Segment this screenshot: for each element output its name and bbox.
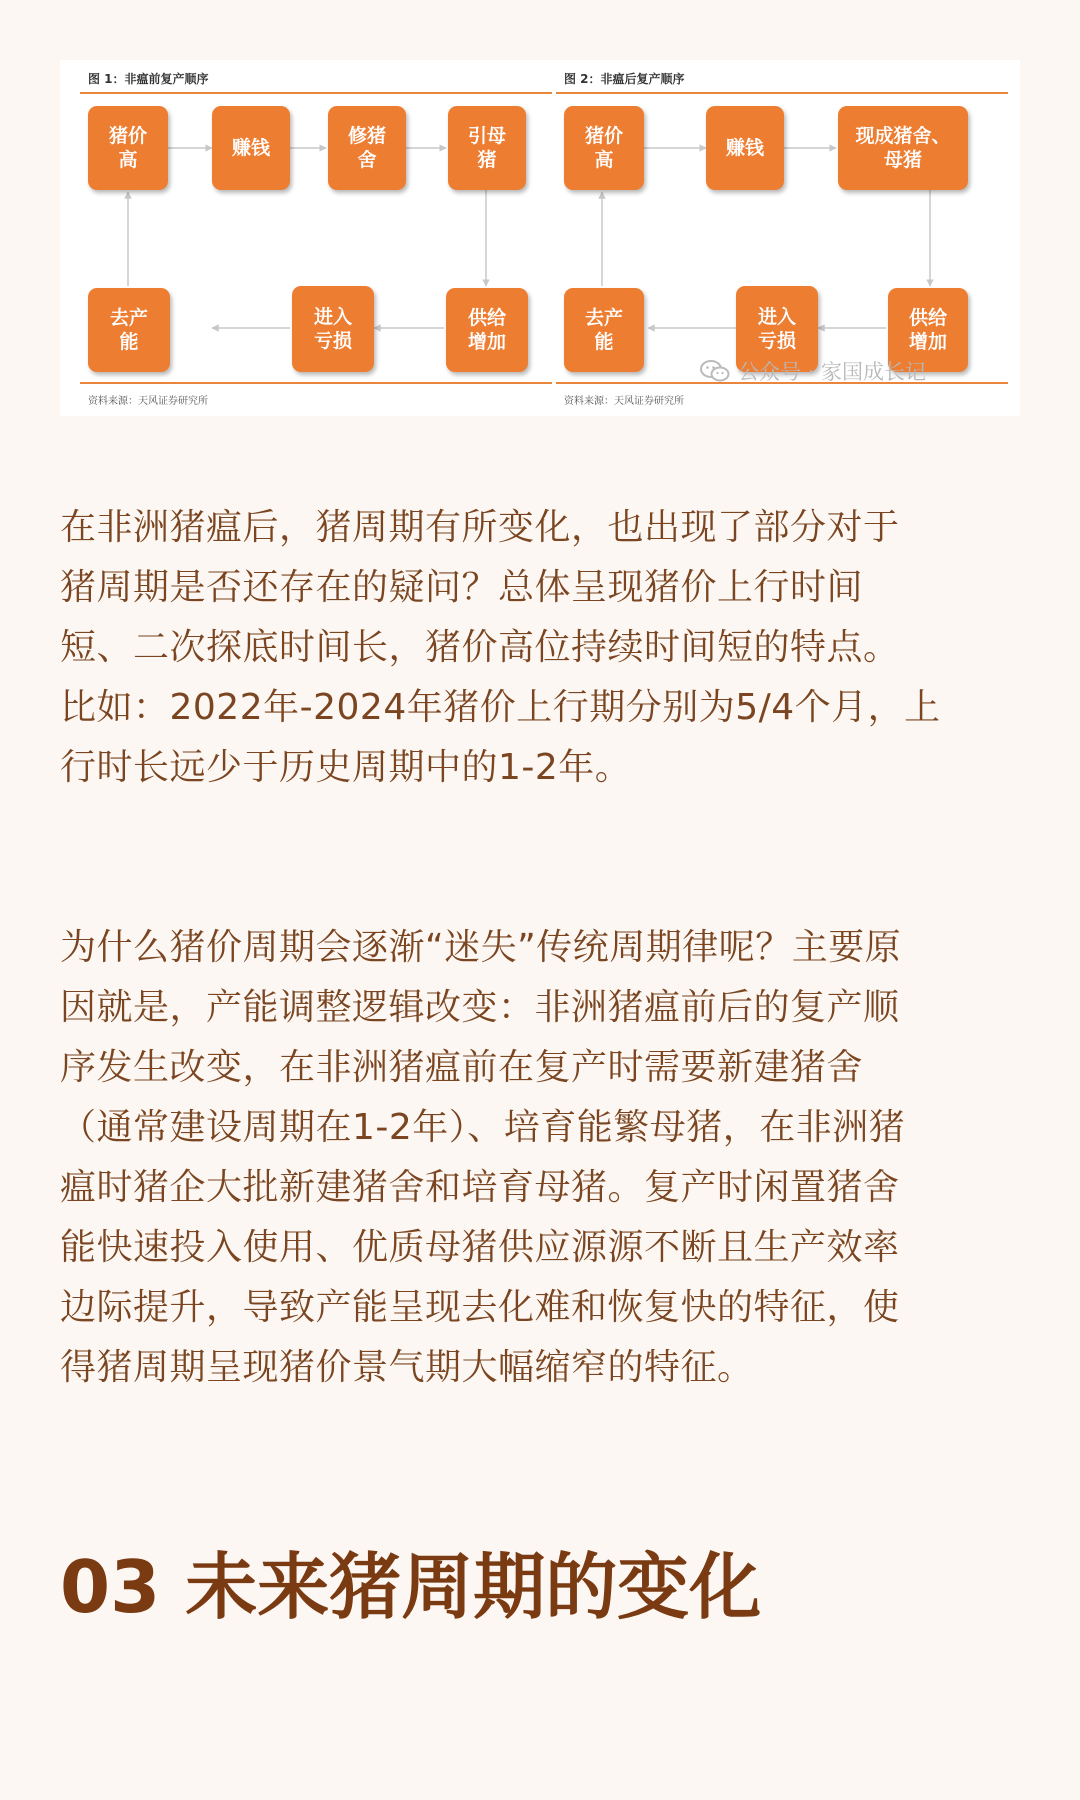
flow-node-build-barn: 修猪 舍 [328,106,406,190]
paragraph-line: 为什么猪价周期会逐渐“迷失”传统周期律呢？主要原 [60,927,902,968]
panel-source: 资料来源：天风证券研究所 [88,396,208,407]
paragraph-line: 因就是，产能调整逻辑改变：非洲猪瘟前后的复产顺 [60,987,900,1028]
section-heading: 03 未来猪周期的变化 [60,1545,762,1629]
flow-node-supply-up: 供给 增加 [446,288,528,372]
paragraph-line: 序发生改变，在非洲猪瘟前在复产时需要新建猪舍 [60,1047,864,1088]
flow-node-destock: 去产 能 [88,288,170,372]
flow-node-supply-up: 供给 增加 [888,288,968,372]
flow-figure [60,60,1020,416]
flow-node-profit: 赚钱 [706,106,784,190]
paragraph-line: （通常建设周期在1-2年）、培育能繁母猪，在非洲猪 [60,1107,906,1148]
paragraph-line: 瘟时猪企大批新建猪舍和培育母猪。复产时闲置猪舍 [60,1167,900,1208]
panel-source: 资料来源：天风证券研究所 [564,396,684,407]
flow-node-high-price: 猪价 高 [88,106,168,190]
wechat-icon [700,359,730,383]
flow-node-introduce-sows: 引母 猪 [448,106,526,190]
paragraph-line: 短、二次探底时间长，猪价高位持续时间短的特点。 [60,627,900,668]
paragraph-1 [60,498,1020,798]
paragraph-line: 边际提升，导致产能呈现去化难和恢复快的特征，使 [60,1287,900,1328]
paragraph-line: 能快速投入使用、优质母猪供应源源不断且生产效率 [60,1227,900,1268]
flow-node-high-price: 猪价 高 [564,106,644,190]
paragraph-line: 在非洲猪瘟后，猪周期有所变化，也出现了部分对于 [60,507,900,548]
flow-node-profit: 赚钱 [212,106,290,190]
paragraph-line: 猪周期是否还存在的疑问？总体呈现猪价上行时间 [60,567,864,608]
watermark [700,356,926,386]
paragraph-line: 得猪周期呈现猪价景气期大幅缩窄的特征。 [60,1347,754,1388]
flow-node-existing-barn-sows: 现成猪舍、 母猪 [838,106,968,190]
flow-node-destock: 去产 能 [564,288,644,372]
figure-panel-pre-asf [80,60,552,416]
panel-title: 图 1：非瘟前复产顺序 [88,72,209,86]
watermark-text: 公众号 · 家国成长记 [738,360,927,384]
paragraph-2 [60,918,1020,1398]
panel-title: 图 2：非瘟后复产顺序 [564,72,685,86]
flow-node-loss: 进入 亏损 [736,286,818,372]
paragraph-line: 比如：2022年-2024年猪价上行期分别为5/4个月，上 [60,687,941,728]
panel-bottom-rule [80,382,552,384]
paragraph-line: 行时长远少于历史周期中的1-2年。 [60,747,632,788]
flow-node-loss: 进入 亏损 [292,286,374,372]
